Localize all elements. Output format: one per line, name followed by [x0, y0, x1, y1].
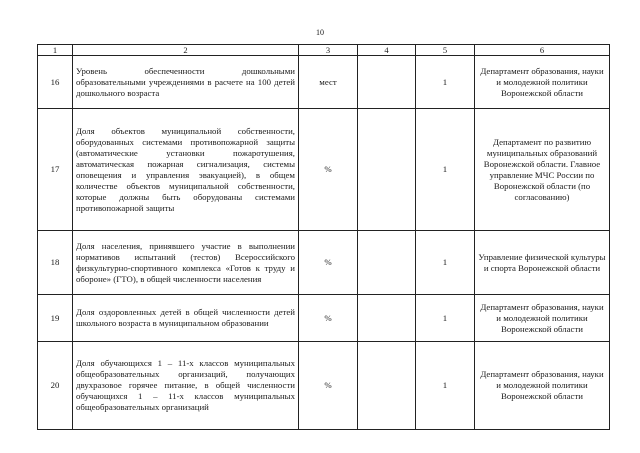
column-4-cell — [358, 342, 416, 430]
row-number: 17 — [38, 109, 73, 231]
table-row — [38, 56, 610, 109]
indicator-description: Доля объектов муниципальной собственности, оборудованных системами противопожарной защиты (автоматические установки пожаротушения, автоматическая пожарная сигнализация, системы оповещения и управления эвакуацией), в общем количестве объектов муниципальной собственности, которые должны быть оборудованы системами противопожарной защиты — [73, 109, 299, 231]
header-cell-5: 5 — [416, 45, 475, 56]
column-4-cell — [358, 231, 416, 295]
indicator-description: Доля обучающихся 1 – 11-х классов муниципальных общеобразовательных организаций, получающих двухразовое горячее питание, в общей численности обучающихся 1 – 11-х классов муниципальных общеобразовательных организаций — [73, 342, 299, 430]
row-number: 16 — [38, 56, 73, 109]
table-row — [38, 109, 610, 231]
table-row — [38, 295, 610, 342]
responsible-department: Департамент образования, науки и молодежной политики Воронежской области — [475, 56, 610, 109]
column-4-cell — [358, 109, 416, 231]
column-5-cell: 1 — [416, 56, 475, 109]
responsible-department: Управление физической культуры и спорта Воронежской области — [475, 231, 610, 295]
indicator-description: Уровень обеспеченности дошкольными образовательными учреждениями в расчете на 100 детей дошкольного возраста — [73, 56, 299, 109]
header-cell-6: 6 — [475, 45, 610, 56]
responsible-department: Департамент образования, науки и молодежной политики Воронежской области — [475, 295, 610, 342]
column-4-cell — [358, 295, 416, 342]
unit-cell: % — [299, 231, 358, 295]
unit-cell: % — [299, 342, 358, 430]
header-cell-1: 1 — [38, 45, 73, 56]
unit-cell: % — [299, 295, 358, 342]
row-number: 19 — [38, 295, 73, 342]
indicator-description: Доля населения, принявшего участие в выполнении нормативов испытаний (тестов) Всероссийского физкультурно-спортивного комплекса «Готов к труду и обороне» (ГТО), в общей численности населения — [73, 231, 299, 295]
indicators-table — [37, 44, 610, 430]
row-number: 18 — [38, 231, 73, 295]
unit-cell: мест — [299, 56, 358, 109]
column-5-cell: 1 — [416, 342, 475, 430]
table-header-row — [38, 45, 610, 56]
responsible-department: Департамент образования, науки и молодежной политики Воронежской области — [475, 342, 610, 430]
unit-cell: % — [299, 109, 358, 231]
responsible-department: Департамент по развитию муниципальных образований Воронежской области. Главное управление МЧС России по Воронежской области (по согласованию) — [475, 109, 610, 231]
page-number: 10 — [316, 28, 324, 37]
column-5-cell: 1 — [416, 295, 475, 342]
column-5-cell: 1 — [416, 109, 475, 231]
table-row — [38, 342, 610, 430]
column-4-cell — [358, 56, 416, 109]
indicator-description: Доля оздоровленных детей в общей численности детей школьного возраста в муниципальном образовании — [73, 295, 299, 342]
header-cell-3: 3 — [299, 45, 358, 56]
table-row — [38, 231, 610, 295]
column-5-cell: 1 — [416, 231, 475, 295]
header-cell-2: 2 — [73, 45, 299, 56]
row-number: 20 — [38, 342, 73, 430]
header-cell-4: 4 — [358, 45, 416, 56]
